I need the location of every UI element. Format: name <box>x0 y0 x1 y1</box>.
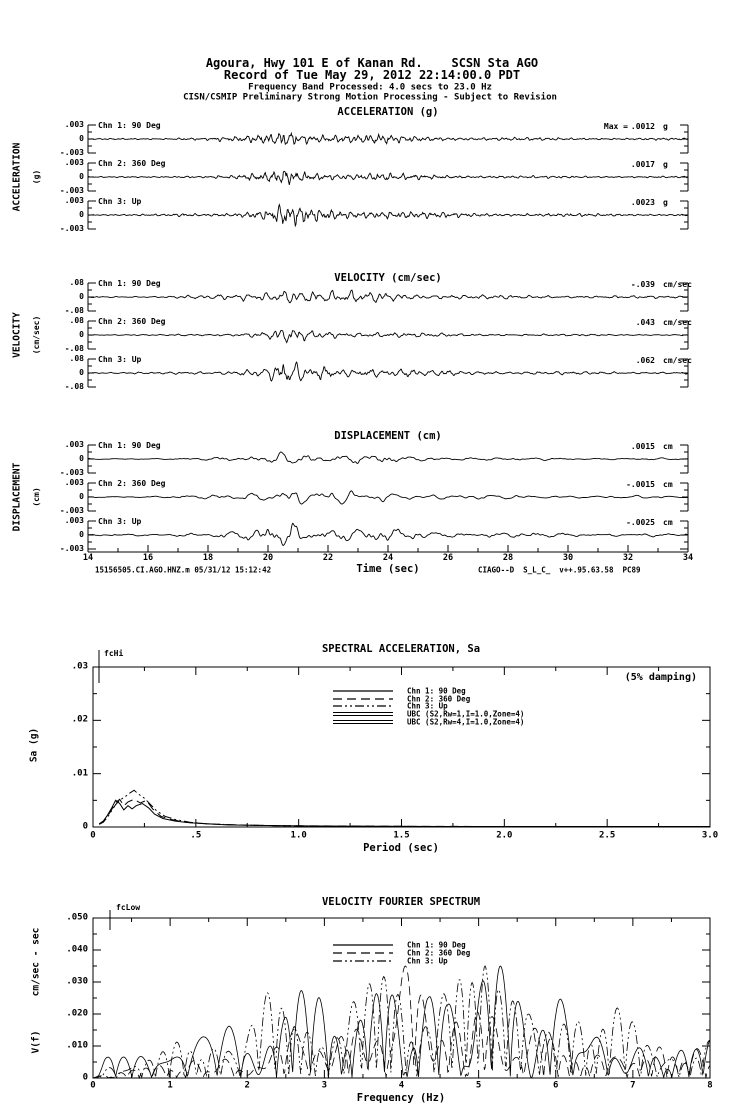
time-tick-26: 26 <box>442 552 454 563</box>
velocity-ch3-max-value: .062 <box>635 356 655 365</box>
velocity-ch1-max-unit: cm/sec <box>663 280 692 289</box>
acceleration-ch2-label: Chn 2: 360 Deg <box>98 159 166 168</box>
velocity-ch2-ytick-bottom: -.08 <box>64 344 84 353</box>
sa-xtick-0: 0 <box>90 830 96 841</box>
sa-legend-4: UBC (S2,Rw=1,I=1.0,Zone=4) <box>407 709 525 719</box>
processing-note: CISN/CSMIP Preliminary Strong Motion Processing - Subject to Revision <box>183 92 557 103</box>
sa-xtick-1.5: 1.5 <box>393 830 410 841</box>
sa-damping-note: (5% damping) <box>624 672 697 683</box>
fourier-ylabel-units: cm/sec - sec <box>30 927 42 997</box>
fourier-ytick-.010: .010 <box>66 1040 88 1051</box>
sa-ylabel: Sa (g) <box>28 727 40 763</box>
time-axis <box>88 545 688 552</box>
fourier-xtick-3: 3 <box>321 1080 328 1091</box>
acceleration-ch2-max-value: .0017 <box>630 160 655 169</box>
displacement-ch3-ytick-zero: 0 <box>79 530 84 539</box>
time-tick-18: 18 <box>202 552 214 563</box>
fourier-xtick-2: 2 <box>244 1080 250 1091</box>
displacement-axis-unit: (cm) <box>32 487 41 507</box>
time-tick-32: 32 <box>622 552 634 563</box>
fourier-ytick-.030: .030 <box>66 976 88 987</box>
fourier-ytick-0: 0 <box>82 1072 88 1083</box>
fourier-xtick-6: 6 <box>553 1080 559 1091</box>
fourier-xtick-7: 7 <box>630 1080 636 1091</box>
acceleration-title: ACCELERATION (g) <box>337 105 439 118</box>
acceleration-ch3-ytick-zero: 0 <box>79 210 84 219</box>
displacement-ch3-ytick-top: .003 <box>64 516 84 525</box>
acceleration-ch3-max-unit: g <box>663 198 668 207</box>
velocity-ch3-ytick-top: .08 <box>69 354 84 363</box>
record-file-footer: 15156505.CI.AGO.HNZ.m 05/31/12 15:12:42 <box>95 565 272 575</box>
velocity-ch2-max-unit: cm/sec <box>663 318 692 327</box>
sa-title: SPECTRAL ACCELERATION, Sa <box>321 642 481 655</box>
acceleration-axis-label: ACCELERATION <box>11 142 23 212</box>
fourier-xtick-0: 0 <box>90 1080 96 1091</box>
velocity-ch2-ytick-top: .08 <box>69 316 84 325</box>
fourier-xtick-5: 5 <box>475 1080 482 1091</box>
acceleration-ch2-ytick-bottom: -.003 <box>59 186 84 195</box>
sa-xtick-.5: .5 <box>190 830 202 841</box>
acceleration-ch1-ytick-top: .003 <box>64 120 84 129</box>
fourier-xtick-4: 4 <box>398 1080 405 1091</box>
record-date: Record of Tue May 29, 2012 22:14:00.0 PDT <box>223 68 521 82</box>
displacement-title: DISPLACEMENT (cm) <box>334 429 442 442</box>
fourier-ytick-.050: .050 <box>66 912 88 923</box>
time-tick-22: 22 <box>322 552 334 563</box>
displacement-axis-label: DISPLACEMENT <box>11 462 23 532</box>
time-axis-label: Time (sec) <box>356 562 420 575</box>
displacement-ch1-max-value: .0015 <box>630 442 655 451</box>
sa-legend-3: Chn 3: Up <box>407 701 448 711</box>
fourier-xtick-1: 1 <box>167 1080 173 1091</box>
velocity-axis-label: VELOCITY <box>11 312 23 358</box>
fourier-plot <box>93 910 710 1078</box>
fourier-ytick-.020: .020 <box>66 1008 88 1019</box>
displacement-ch1-ytick-bottom: -.003 <box>59 468 84 477</box>
fourier-xlabel: Frequency (Hz) <box>356 1091 446 1104</box>
fourier-title: VELOCITY FOURIER SPECTRUM <box>321 895 481 908</box>
acceleration-plot <box>88 122 688 229</box>
time-tick-30: 30 <box>562 552 574 563</box>
acceleration-ch1-max-value: .0012 <box>630 122 655 131</box>
acceleration-ch3-label: Chn 3: Up <box>98 197 142 206</box>
acceleration-ch3-max-value: .0023 <box>630 198 655 207</box>
displacement-ch2-ytick-zero: 0 <box>79 492 84 501</box>
sa-legend-1: Chn 1: 90 Deg <box>407 686 466 696</box>
sa-ytick-.01: .01 <box>71 768 88 779</box>
fourier-ytick-.040: .040 <box>66 944 88 955</box>
displacement-ch1-label: Chn 1: 90 Deg <box>98 441 161 450</box>
acceleration-ch3-ytick-bottom: -.003 <box>59 224 84 233</box>
station-title: Agoura, Hwy 101 E of Kanan Rd. SCSN Sta AGO <box>205 56 539 70</box>
displacement-ch2-label: Chn 2: 360 Deg <box>98 479 166 488</box>
displacement-ch3-max-value: -.0025 <box>626 518 655 527</box>
sa-xtick-2.5: 2.5 <box>599 830 616 841</box>
acceleration-ch1-ytick-bottom: -.003 <box>59 148 84 157</box>
time-tick-20: 20 <box>262 552 274 563</box>
time-tick-34: 34 <box>682 552 694 563</box>
fourier-xtick-8: 8 <box>707 1080 713 1091</box>
sa-legend-2: Chn 2: 360 Deg <box>407 694 471 704</box>
fourier-legend-3: Chn 3: Up <box>407 956 448 966</box>
velocity-axis-unit: (cm/sec) <box>32 315 41 355</box>
sa-fchi-label: fcHi <box>104 649 124 658</box>
frequency-band: Frequency Band Processed: 4.0 secs to 23.0 Hz <box>248 82 492 93</box>
acceleration-ch2-ytick-top: .003 <box>64 158 84 167</box>
acceleration-axis-unit: (g) <box>32 169 41 185</box>
velocity-ch2-max-value: .043 <box>635 318 655 327</box>
velocity-ch3-label: Chn 3: Up <box>98 355 142 364</box>
velocity-ch3-ytick-bottom: -.08 <box>64 382 84 391</box>
displacement-ch2-max-unit: cm <box>663 480 673 489</box>
sa-ytick-.03: .03 <box>71 661 88 672</box>
velocity-ch1-label: Chn 1: 90 Deg <box>98 279 161 288</box>
velocity-ch1-ytick-zero: 0 <box>79 292 84 301</box>
acceleration-ch2-ytick-zero: 0 <box>79 172 84 181</box>
time-tick-28: 28 <box>502 552 514 563</box>
displacement-ch3-max-unit: cm <box>663 518 673 527</box>
velocity-ch2-label: Chn 2: 360 Deg <box>98 317 166 326</box>
velocity-ch1-ytick-top: .08 <box>69 278 84 287</box>
velocity-ch1-ytick-bottom: -.08 <box>64 306 84 315</box>
time-tick-24: 24 <box>382 552 394 563</box>
displacement-ch2-max-value: -.0015 <box>626 480 655 489</box>
sa-xtick-2.0: 2.0 <box>496 830 513 841</box>
fourier-ylabel-vf: V(f) <box>30 1030 42 1054</box>
velocity-title: VELOCITY (cm/sec) <box>334 271 442 284</box>
time-tick-16: 16 <box>142 552 154 563</box>
processing-footer: CIAGO--D S_L_C_ v++.95.63.58 PC89 <box>478 565 641 575</box>
acceleration-ch1-max-prefix: Max = <box>603 122 628 131</box>
displacement-ch2-ytick-bottom: -.003 <box>59 506 84 515</box>
acceleration-ch2-max-unit: g <box>663 160 668 169</box>
velocity-ch2-ytick-zero: 0 <box>79 330 84 339</box>
displacement-ch3-label: Chn 3: Up <box>98 517 142 526</box>
displacement-ch1-max-unit: cm <box>663 442 673 451</box>
fourier-legend-1: Chn 1: 90 Deg <box>407 940 466 950</box>
fourier-legend-2: Chn 2: 360 Deg <box>407 948 471 958</box>
sa-ytick-.02: .02 <box>71 714 88 725</box>
velocity-plot <box>88 280 688 387</box>
sa-ytick-0: 0 <box>82 821 88 832</box>
fourier-fclow-label: fcLow <box>116 903 141 912</box>
velocity-ch3-ytick-zero: 0 <box>79 368 84 377</box>
sa-xlabel: Period (sec) <box>363 841 439 854</box>
acceleration-ch3-ytick-top: .003 <box>64 196 84 205</box>
displacement-ch2-ytick-top: .003 <box>64 478 84 487</box>
velocity-ch1-max-value: -.039 <box>630 280 655 289</box>
acceleration-ch1-ytick-zero: 0 <box>79 134 84 143</box>
acceleration-ch1-max-unit: g <box>663 122 668 131</box>
sa-xtick-3.0: 3.0 <box>701 830 719 841</box>
displacement-plot <box>88 442 688 549</box>
sa-xtick-1.0: 1.0 <box>290 830 307 841</box>
sa-legend-5: UBC (S2,Rw=4,I=1.0,Zone=4) <box>407 717 525 727</box>
displacement-ch3-ytick-bottom: -.003 <box>59 544 84 553</box>
sa-plot <box>93 650 710 827</box>
time-tick-14: 14 <box>82 552 94 563</box>
displacement-ch1-ytick-top: .003 <box>64 440 84 449</box>
acceleration-ch1-label: Chn 1: 90 Deg <box>98 121 161 130</box>
displacement-ch1-ytick-zero: 0 <box>79 454 84 463</box>
velocity-ch3-max-unit: cm/sec <box>663 356 692 365</box>
